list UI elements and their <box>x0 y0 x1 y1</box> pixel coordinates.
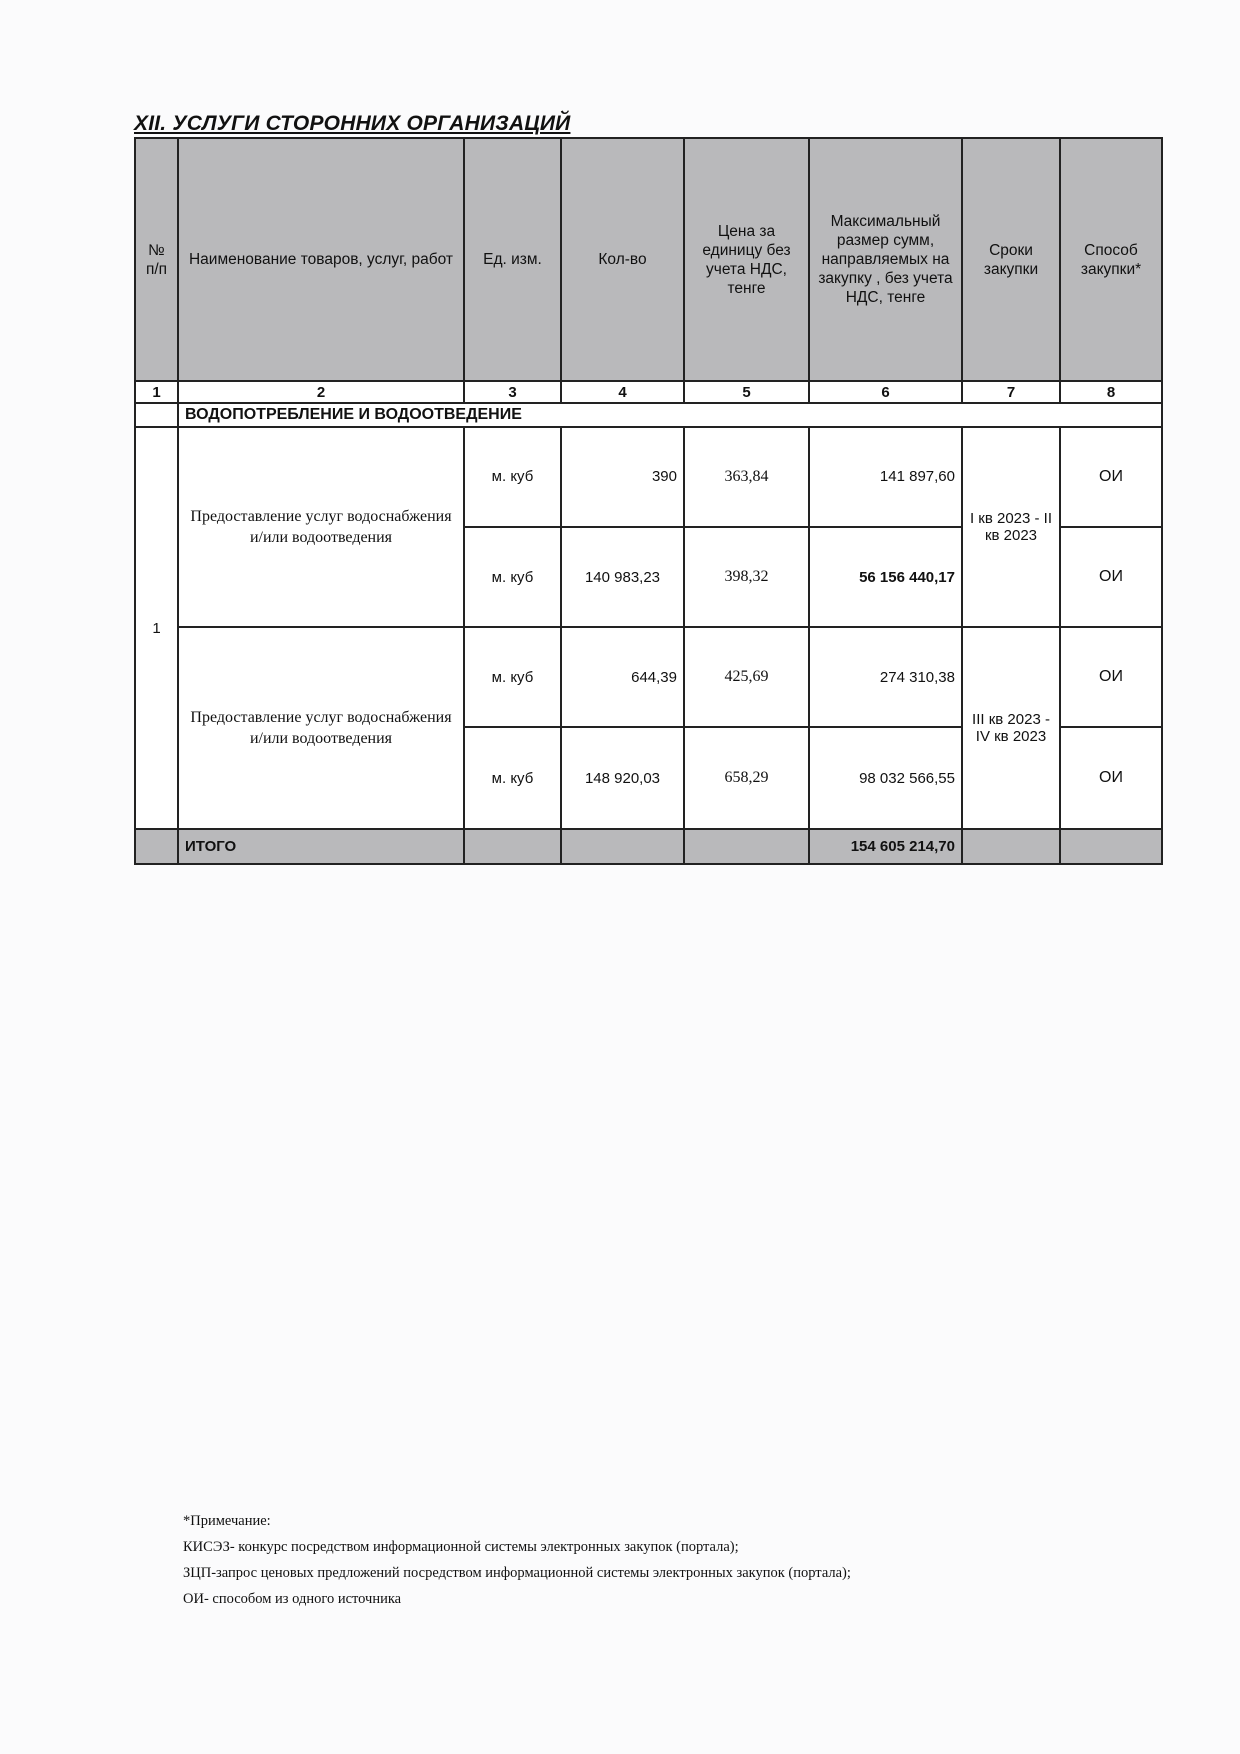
amount-cell: 98 032 566,55 <box>809 727 962 829</box>
total-empty-cell <box>135 829 178 864</box>
footnote-line: ЗЦП-запрос ценовых предложений посредством информационной системы электронных закупок (портала); <box>183 1565 851 1581</box>
column-number: 8 <box>1060 381 1162 403</box>
method-cell: ОИ <box>1060 427 1162 527</box>
column-number: 2 <box>178 381 464 403</box>
section-title: XII. УСЛУГИ СТОРОННИХ ОРГАНИЗАЦИЙ <box>134 112 571 135</box>
total-empty-cell <box>464 829 561 864</box>
qty-cell: 644,39 <box>561 627 684 727</box>
unit-cell: м. куб <box>464 427 561 527</box>
footnote-line: ОИ- способом из одного источника <box>183 1591 402 1607</box>
price-cell: 398,32 <box>684 527 809 627</box>
header-cell: Способ закупки* <box>1060 138 1162 381</box>
header-cell: Наименование товаров, услуг, работ <box>178 138 464 381</box>
column-number: 1 <box>135 381 178 403</box>
header-cell: Цена за единицу без учета НДС, тенге <box>684 138 809 381</box>
total-empty-cell <box>561 829 684 864</box>
column-number: 5 <box>684 381 809 403</box>
group-title: ВОДОПОТРЕБЛЕНИЕ И ВОДООТВЕДЕНИЕ <box>178 403 1162 427</box>
total-amount: 154 605 214,70 <box>809 829 962 864</box>
qty-cell: 390 <box>561 427 684 527</box>
unit-cell: м. куб <box>464 627 561 727</box>
footnote-line: КИСЭЗ- конкурс посредством информационной системы электронных закупок (портала); <box>183 1539 739 1555</box>
period-cell: I кв 2023 - II кв 2023 <box>962 427 1060 627</box>
price-cell: 363,84 <box>684 427 809 527</box>
header-row <box>135 138 1162 381</box>
amount-cell: 56 156 440,17 <box>809 527 962 627</box>
qty-cell: 148 920,03 <box>561 727 684 829</box>
amount-cell: 141 897,60 <box>809 427 962 527</box>
method-cell: ОИ <box>1060 527 1162 627</box>
price-cell: 425,69 <box>684 627 809 727</box>
unit-cell: м. куб <box>464 727 561 829</box>
total-empty-cell <box>684 829 809 864</box>
period-cell: III кв 2023 - IV кв 2023 <box>962 627 1060 829</box>
header-cell: Максимальный размер сумм, направляемых на закупку , без учета НДС, тенге <box>809 138 962 381</box>
method-cell: ОИ <box>1060 627 1162 727</box>
total-label: ИТОГО <box>178 829 464 864</box>
table-row <box>135 627 1162 727</box>
header-cell: Ед. изм. <box>464 138 561 381</box>
service-name: Предоставление услуг водоснабжения и/или водоотведения <box>178 427 464 627</box>
total-empty-cell <box>962 829 1060 864</box>
table-row <box>135 427 1162 527</box>
qty-cell: 140 983,23 <box>561 527 684 627</box>
header-cell: Сроки закупки <box>962 138 1060 381</box>
services-table <box>134 137 1163 865</box>
column-number: 6 <box>809 381 962 403</box>
amount-cell: 274 310,38 <box>809 627 962 727</box>
header-cell: № п/п <box>135 138 178 381</box>
column-number: 3 <box>464 381 561 403</box>
total-empty-cell <box>1060 829 1162 864</box>
method-cell: ОИ <box>1060 727 1162 829</box>
unit-cell: м. куб <box>464 527 561 627</box>
group-row <box>135 403 1162 427</box>
price-cell: 658,29 <box>684 727 809 829</box>
footnotes <box>183 1508 851 1612</box>
header-cell: Кол-во <box>561 138 684 381</box>
column-numbers-row <box>135 381 1162 403</box>
item-number: 1 <box>135 427 178 829</box>
column-number: 4 <box>561 381 684 403</box>
total-row <box>135 829 1162 864</box>
footnote-title: *Примечание: <box>183 1513 271 1529</box>
service-name: Предоставление услуг водоснабжения и/или водоотведения <box>178 627 464 829</box>
group-empty-cell <box>135 403 178 427</box>
column-number: 7 <box>962 381 1060 403</box>
